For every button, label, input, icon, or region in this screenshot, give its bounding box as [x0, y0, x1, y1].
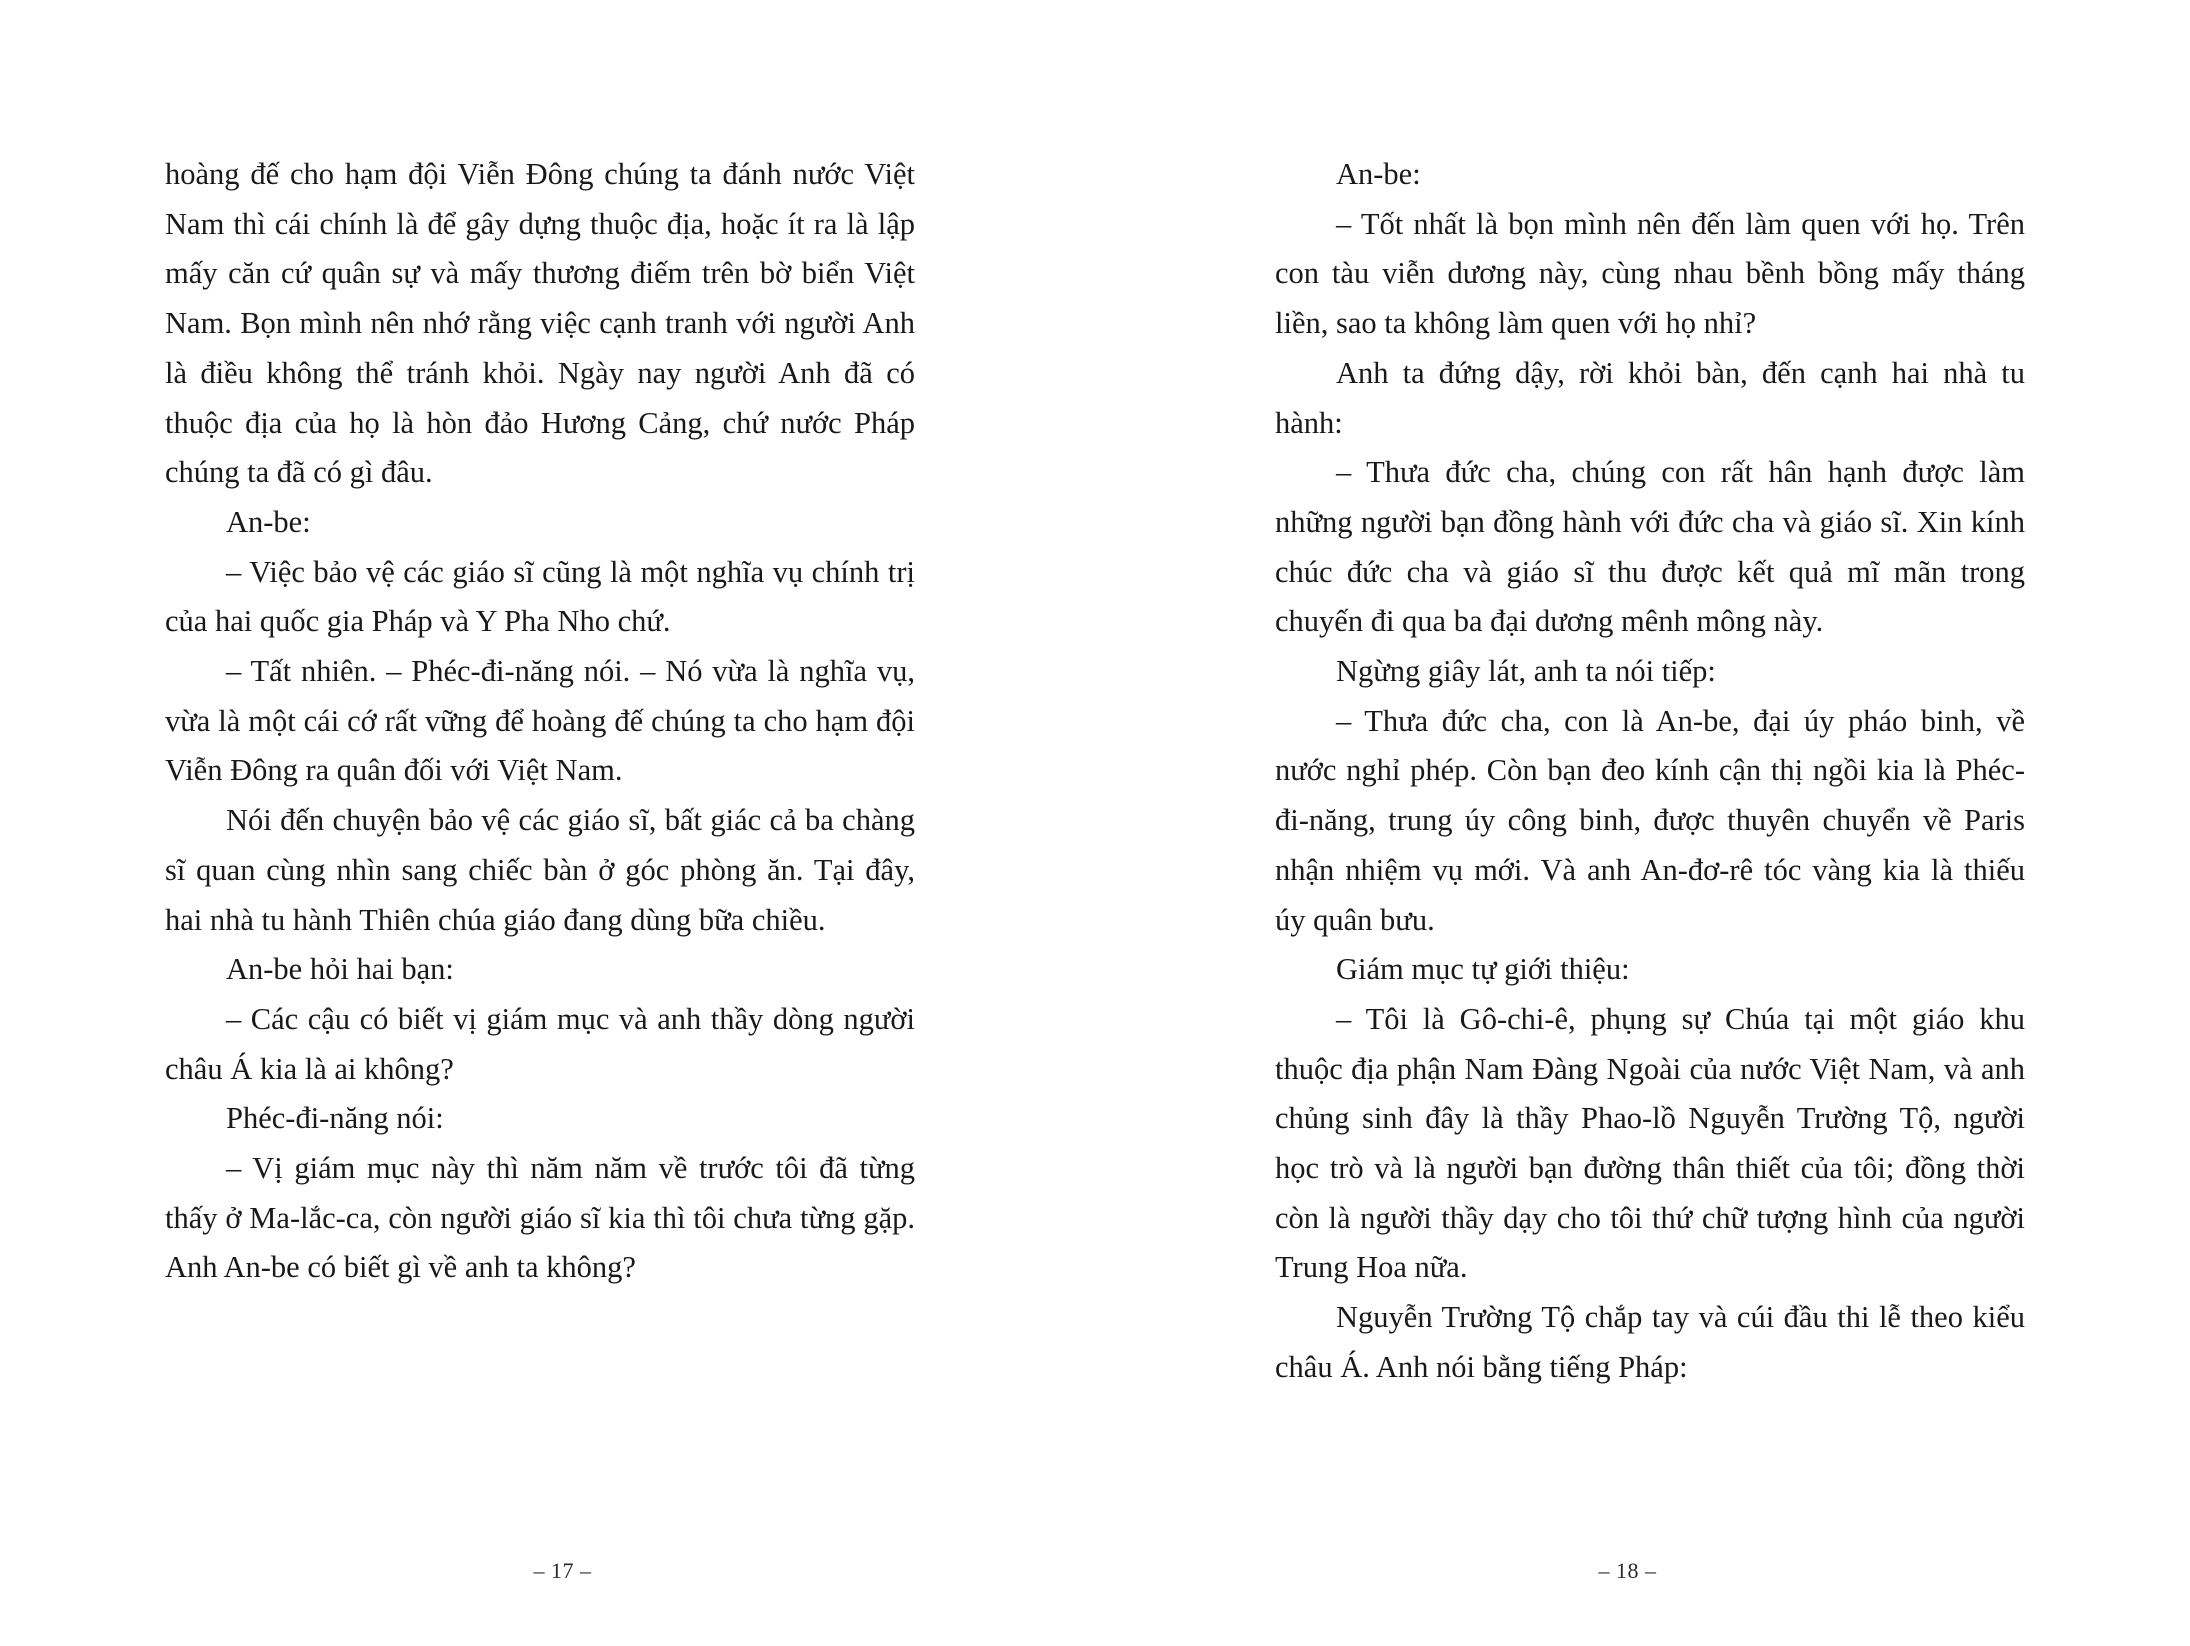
- paragraph: – Việc bảo vệ các giáo sĩ cũng là một nghĩa vụ chính trị của hai quốc gia Pháp và Y Pha Nho chứ.: [165, 554, 915, 639]
- paragraph: Anh ta đứng dậy, rời khỏi bàn, đến cạnh hai nhà tu hành:: [1275, 355, 2025, 440]
- paragraph: Phéc-đi-năng nói:: [226, 1101, 444, 1136]
- paragraph: – Tốt nhất là bọn mình nên đến làm quen với họ. Trên con tàu viễn dương này, cùng nhau bềnh bồng mấy tháng liền, sao ta không làm quen với họ nhỉ?: [1275, 206, 2025, 341]
- paragraph: hoàng đế cho hạm đội Viễn Đông chúng ta đánh nước Việt Nam thì cái chính là để gây dựng thuộc địa, hoặc ít ra là lập mấy căn cứ quân sự và mấy thương điếm trên bờ biển Việt Nam. Bọn mình nên nhớ rằng việc cạnh tranh với người Anh là điều không thể tránh khỏi. Ngày nay người Anh đã có thuộc địa của họ là hòn đảo Hương Cảng, chứ nước Pháp chúng ta đã có gì đâu.: [165, 157, 915, 490]
- paragraph: Nguyễn Trường Tộ chắp tay và cúi đầu thi lễ theo kiểu châu Á. Anh nói bằng tiếng Pháp:: [1275, 1300, 2025, 1384]
- paragraph: – Tôi là Gô-chi-ê, phụng sự Chúa tại một giáo khu thuộc địa phận Nam Đàng Ngoài của nước Việt Nam, và anh chủng sinh đây là thầy Phao-lồ Nguyễn Trường Tộ, người học trò và là người bạn đường thân thiết của tôi; đồng thời còn là người thầy dạy cho tôi thứ chữ tượng hình của người Trung Hoa nữa.: [1275, 1001, 2025, 1285]
- page-right: [1095, 150, 2070, 1646]
- paragraph: Nói đến chuyện bảo vệ các giáo sĩ, bất giác cả ba chàng sĩ quan cùng nhìn sang chiếc bàn ở góc phòng ăn. Tại đây, hai nhà tu hành Thiên chúa giáo đang dùng bữa chiều.: [165, 803, 915, 937]
- paragraph: – Tất nhiên. – Phéc-đi-năng nói. – Nó vừa là nghĩa vụ, vừa là một cái cớ rất vững để hoàng đế chúng ta cho hạm đội Viễn Đông ra quân đối với Việt Nam.: [165, 654, 915, 788]
- paragraph: – Thưa đức cha, chúng con rất hân hạnh được làm những người bạn đồng hành với đức cha và giáo sĩ. Xin kính chúc đức cha và giáo sĩ thu được kết quả mĩ mãn trong chuyến đi qua ba đại dương mênh mông này.: [1275, 455, 2025, 639]
- paragraph: – Thưa đức cha, con là An-be, đại úy pháo binh, về nước nghỉ phép. Còn bạn đeo kính cận thị ngồi kia là Phéc-đi-năng, trung úy công binh, được thuyên chuyển về Paris nhận nhiệm vụ mới. Và anh An-đơ-rê tóc vàng kia là thiếu úy quân bưu.: [1275, 703, 2025, 937]
- paragraph: An-be:: [226, 504, 311, 539]
- page-left: [120, 150, 1095, 1646]
- page-number: – 17 –: [533, 1558, 592, 1583]
- paragraph: An-be:: [1336, 157, 1421, 191]
- paragraph: – Vị giám mục này thì năm năm về trước tôi đã từng thấy ở Ma-lắc-ca, còn người giáo sĩ kia thì tôi chưa từng gặp. Anh An-be có biết gì về anh ta không?: [165, 1151, 915, 1285]
- paragraph: Ngừng giây lát, anh ta nói tiếp:: [1336, 654, 1716, 689]
- paragraph: An-be hỏi hai bạn:: [226, 952, 454, 987]
- paragraph: Giám mục tự giới thiệu:: [1336, 952, 1630, 987]
- paragraph: – Các cậu có biết vị giám mục và anh thầy dòng người châu Á kia là ai không?: [165, 1001, 915, 1086]
- page-right-text: [1275, 150, 2025, 1393]
- page-number: – 18 –: [1598, 1558, 1657, 1583]
- page-left-text: [165, 150, 915, 1293]
